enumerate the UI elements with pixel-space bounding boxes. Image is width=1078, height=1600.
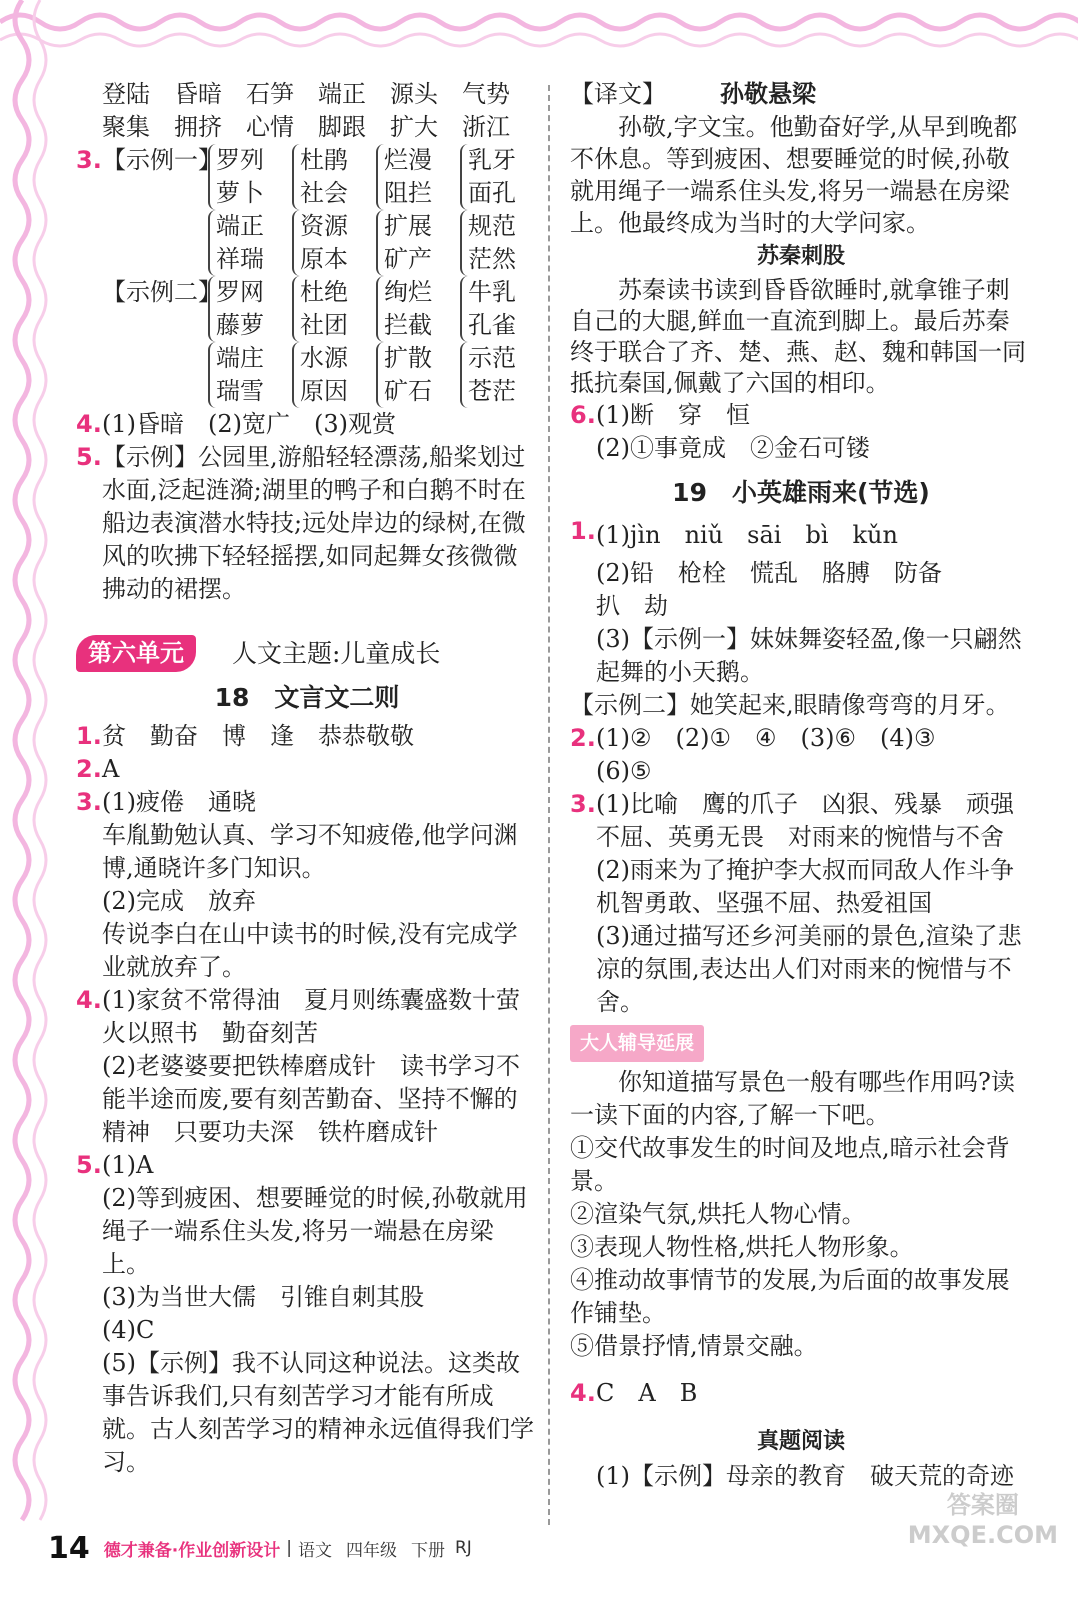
watermark: 答案圈 MXQE.COM	[907, 1491, 1058, 1549]
question-number: 5.	[76, 1151, 102, 1179]
callout-intro: 你知道描写景色一般有哪些作用吗?读一读下面的内容,了解一下吧。	[570, 1068, 1015, 1129]
decorative-wave-border-top	[0, 0, 1078, 60]
question-number: 5.	[76, 443, 102, 471]
l19-q1-example-2: 【示例二】她笑起来,眼睛像弯弯的月牙。	[570, 691, 1010, 719]
word-row-1	[76, 78, 538, 111]
word-pair: 杜绝 社团	[292, 276, 372, 342]
word-pair: 水源 原因	[292, 342, 372, 408]
callout-item: ①交代故事发生的时间及地点,暗示社会背景。	[570, 1134, 1010, 1195]
question-number: 3.	[76, 146, 102, 174]
l18-q2: 2.A	[76, 753, 538, 786]
l18-q5: 5. (1)A (2)等到疲困、想要睡觉的时候,孙敬就用绳子一端系住头发,将另一端悬在房梁上。 (3)为当世大儒 引锥自刺其股 (4)C (5)【示例】我不认同这种说法。这类故事告诉我们,只有刻苦学习才能有所成就。古人刻苦学习的精神永远值得我们学习。	[76, 1149, 538, 1479]
translation-text-1: 孙敬,字文宝。他勤奋好学,从早到晚都不休息。等到疲困、想要睡觉的时候,孙敬就用绳子一端系住头发,将另一端悬在房梁上。他最终成为当时的大学问家。	[570, 113, 1018, 237]
question-number: 2.	[570, 724, 596, 752]
example-2-grid	[208, 276, 540, 408]
word-pair: 示范 苍茫	[460, 342, 540, 408]
word-pair: 牛乳 孔雀	[460, 276, 540, 342]
question-number: 1.	[76, 722, 102, 750]
example-1-grid	[208, 144, 540, 276]
translation-header	[570, 78, 1032, 111]
right-column	[570, 78, 1032, 1493]
q6-answer: 6. (1)断 穿 恒 (2)①事竟成 ②金石可镂	[570, 399, 1032, 465]
word: 心情	[246, 113, 294, 141]
word-pair: 罗列 萝卜	[208, 144, 288, 210]
q5-answer: 5. 【示例】公园里,游船轻轻漂荡,船桨划过水面,泛起涟漪;湖里的鸭子和白鹅不时在船边表演潜水特技;远处岸边的绿树,在微风的吹拂下轻轻摇摆,如同起舞女孩微微拂动的裙摆。	[76, 441, 538, 606]
subject: 语文	[297, 1540, 332, 1561]
word-pair: 端正 祥瑞	[208, 210, 288, 276]
word-pair: 烂漫 阻拦	[376, 144, 456, 210]
question-number: 2.	[76, 755, 102, 783]
left-column	[76, 78, 538, 1479]
l19-q4: 4.C A B	[570, 1377, 1032, 1410]
question-number: 4.	[76, 410, 102, 438]
l19-q2: 2. (1)② (2)① ④ (3)⑥ (4)③ (6)⑤	[570, 722, 1032, 788]
word-pair: 资源 原本	[292, 210, 372, 276]
l18-q3: 3. (1)疲倦 通晓 车胤勤勉认真、学习不知疲倦,他学问渊博,通晓许多门知识。 (2)完成 放弃 传说李白在山中读书的时候,没有完成学业就放弃了。	[76, 786, 538, 984]
lesson-18-title: 18 文言文二则	[214, 683, 400, 712]
word: 脚跟	[318, 113, 366, 141]
word: 端正	[318, 80, 366, 108]
question-number: 1.	[570, 517, 596, 545]
callout-box	[570, 1025, 1032, 1363]
translation-title-1: 孙敬悬梁	[720, 80, 816, 108]
word: 拥挤	[174, 113, 222, 141]
callout-item: ④推动故事情节的发展,为后面的故事发展作铺垫。	[570, 1266, 1010, 1327]
q3-block-2	[76, 276, 538, 408]
word-pair: 罗网 藤萝	[208, 276, 288, 342]
lesson-19-title: 19 小英雄雨来(节选)	[672, 478, 930, 507]
word-pair: 杜鹃 社会	[292, 144, 372, 210]
unit-badge: 第六单元	[76, 635, 196, 672]
translation-text-2: 苏秦读书读到昏昏欲睡时,就拿锥子刺自己的大腿,鲜血一直流到脚上。最后苏秦终于联合了齐、楚、燕、赵、魏和韩国一同抵抗秦国,佩戴了六国的相印。	[570, 276, 1026, 397]
word: 昏暗	[174, 80, 222, 108]
l19-q3: 3. (1)比喻 鹰的爪子 凶狠、残暴 顽强不屈、英勇无畏 对雨来的惋惜与不舍 (2)雨来为了掩护李大叔而同敌人作斗争机智勇敢、坚强不屈、热爱祖国 (3)通过描写还乡河美丽的景色,渲染了悲凉的氛围,表达出人们对雨来的惋惜与不舍。	[570, 788, 1032, 1019]
callout-badge: 大人辅导延展	[570, 1025, 704, 1062]
question-number: 3.	[76, 788, 102, 816]
word-pair: 规范 茫然	[460, 210, 540, 276]
column-divider	[548, 85, 550, 1525]
q3-block	[76, 144, 538, 276]
edition: RJ	[454, 1538, 472, 1558]
word: 扩大	[390, 113, 438, 141]
l18-q1: 1.贫 勤奋 博 逢 恭恭敬敬	[76, 720, 538, 753]
word: 气势	[462, 80, 510, 108]
example-label-1: 【示例一】	[102, 146, 222, 174]
term: 下册	[410, 1540, 445, 1561]
word: 浙江	[462, 113, 510, 141]
word-pair: 扩散 矿石	[376, 342, 456, 408]
grade: 四年级	[345, 1540, 397, 1561]
unit-header	[76, 630, 538, 676]
translation-title-2: 苏秦刺股	[756, 244, 845, 269]
word: 聚集	[102, 113, 150, 141]
page-footer: 14 德才兼备·作业创新设计 | 语文 四年级 下册 RJ	[48, 1530, 472, 1566]
word-pair: 绚烂 拦截	[376, 276, 456, 342]
word: 石笋	[246, 80, 294, 108]
decorative-wave-border-left	[0, 0, 60, 1600]
callout-item: ③表现人物性格,烘托人物形象。	[570, 1233, 914, 1261]
l19-q1: 1. (1)jìn niǔ sāi bì kǔn (2)铅 枪栓 慌乱 胳膊 防备 扒 劫 (3)【示例一】妹妹舞姿轻盈,像一只翩然起舞的小天鹅。	[570, 515, 1032, 689]
word: 登陆	[102, 80, 150, 108]
word-row-2	[76, 111, 538, 144]
l18-q4: 4. (1)家贫不常得油 夏月则练囊盛数十萤火以照书 勤奋刻苦 (2)老婆婆要把铁棒磨成针 读书学习不能半途而废,要有刻苦勤奋、坚持不懈的精神 只要功夫深 铁杵磨成针	[76, 984, 538, 1149]
unit-theme: 人文主题:儿童成长	[232, 638, 441, 668]
reading-q1: (1)【示例】母亲的教育 破天荒的奇迹	[596, 1462, 1014, 1490]
word: 源头	[390, 80, 438, 108]
callout-item: ②渲染气氛,烘托人物心情。	[570, 1200, 866, 1228]
callout-item: ⑤借景抒情,情景交融。	[570, 1332, 818, 1360]
example-label-2: 【示例二】	[102, 278, 222, 306]
word-pair: 扩展 矿产	[376, 210, 456, 276]
word-pair: 端庄 瑞雪	[208, 342, 288, 408]
reading-title: 真题阅读	[756, 1429, 845, 1454]
question-number: 3.	[570, 790, 596, 818]
translation-label: 【译文】	[570, 80, 666, 108]
word-pair: 乳牙 面孔	[460, 144, 540, 210]
question-number: 4.	[76, 986, 102, 1014]
page-number: 14	[48, 1530, 90, 1566]
q4-answer: 4.(1)昏暗 (2)宽广 (3)观赏	[76, 408, 538, 441]
brand: 德才兼备·作业创新设计	[103, 1540, 281, 1561]
question-number: 6.	[570, 401, 596, 429]
question-number: 4.	[570, 1379, 596, 1407]
